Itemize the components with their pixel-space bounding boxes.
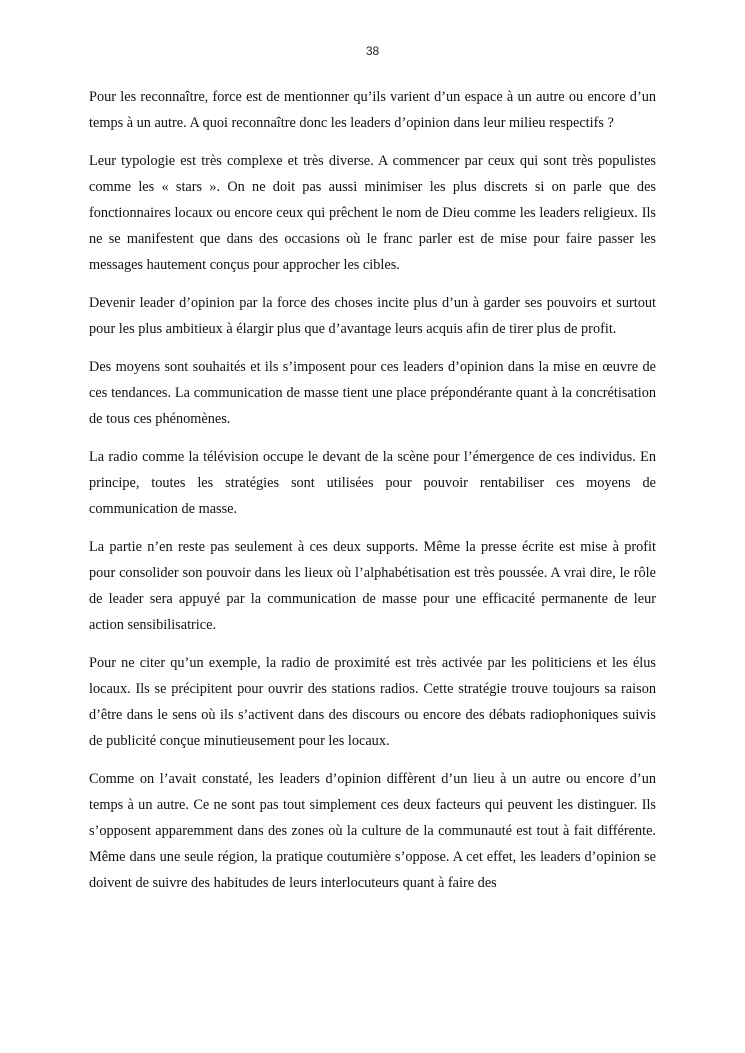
paragraph-2: Leur typologie est très complexe et très diverse. A commencer par ceux qui sont très populistes comme les « stars ». On ne doit pas aussi minimiser les plus discrets si on parle que des fonctionnaires locaux ou encore ceux qui prêchent le nom de Dieu comme les leaders religieux. Ils ne se manifestent que dans des occasions où le franc parler est de mise pour faire passer les messages hautement conçus pour approcher les cibles.: [89, 153, 656, 273]
paragraph-5: La radio comme la télévision occupe le devant de la scène pour l’émergence de ces individus. En principe, toutes les stratégies sont utilisées pour pouvoir rentabiliser ces moyens de communication de masse.: [89, 449, 656, 517]
page-number: 38: [365, 44, 380, 58]
document-body: [89, 84, 656, 908]
paragraph-7: Pour ne citer qu’un exemple, la radio de proximité est très activée par les politiciens et les élus locaux. Ils se précipitent pour ouvrir des stations radios. Cette stratégie trouve toujours sa raison d’être dans le sens où ils s’activent dans des discours ou encore des débats radiophoniques suivis de publicité conçue minutieusement pour les locaux.: [89, 655, 656, 749]
paragraph-8: Comme on l’avait constaté, les leaders d’opinion diffèrent d’un lieu à un autre ou encore d’un temps à un autre. Ce ne sont pas tout simplement ces deux facteurs qui peuvent les distinguer. Ils s’opposent apparemment dans des zones où la culture de la communauté est tout à fait différente. Même dans une seule région, la pratique coutumière s’oppose. A cet effet, les leaders d’opinion se doivent de suivre des habitudes de leurs interlocuteurs quant à faire des: [89, 771, 656, 891]
paragraph-4: Des moyens sont souhaités et ils s’imposent pour ces leaders d’opinion dans la mise en œuvre de ces tendances. La communication de masse tient une place prépondérante quant à la concrétisation de tous ces phénomènes.: [89, 359, 656, 427]
paragraph-6: La partie n’en reste pas seulement à ces deux supports. Même la presse écrite est mise à profit pour consolider son pouvoir dans les lieux où l’alphabétisation est très poussée. A vrai dire, le rôle de leader sera appuyé par la communication de masse pour une efficacité permanente de leur action sensibilisatrice.: [89, 539, 656, 633]
paragraph-3: Devenir leader d’opinion par la force des choses incite plus d’un à garder ses pouvoirs et surtout pour les plus ambitieux à élargir plus que d’avantage leurs acquis afin de tirer plus de profit.: [89, 295, 656, 337]
paragraph-1: Pour les reconnaître, force est de mentionner qu’ils varient d’un espace à un autre ou encore d’un temps à un autre. A quoi reconnaître donc les leaders d’opinion dans leur milieu respectifs ?: [89, 89, 656, 131]
